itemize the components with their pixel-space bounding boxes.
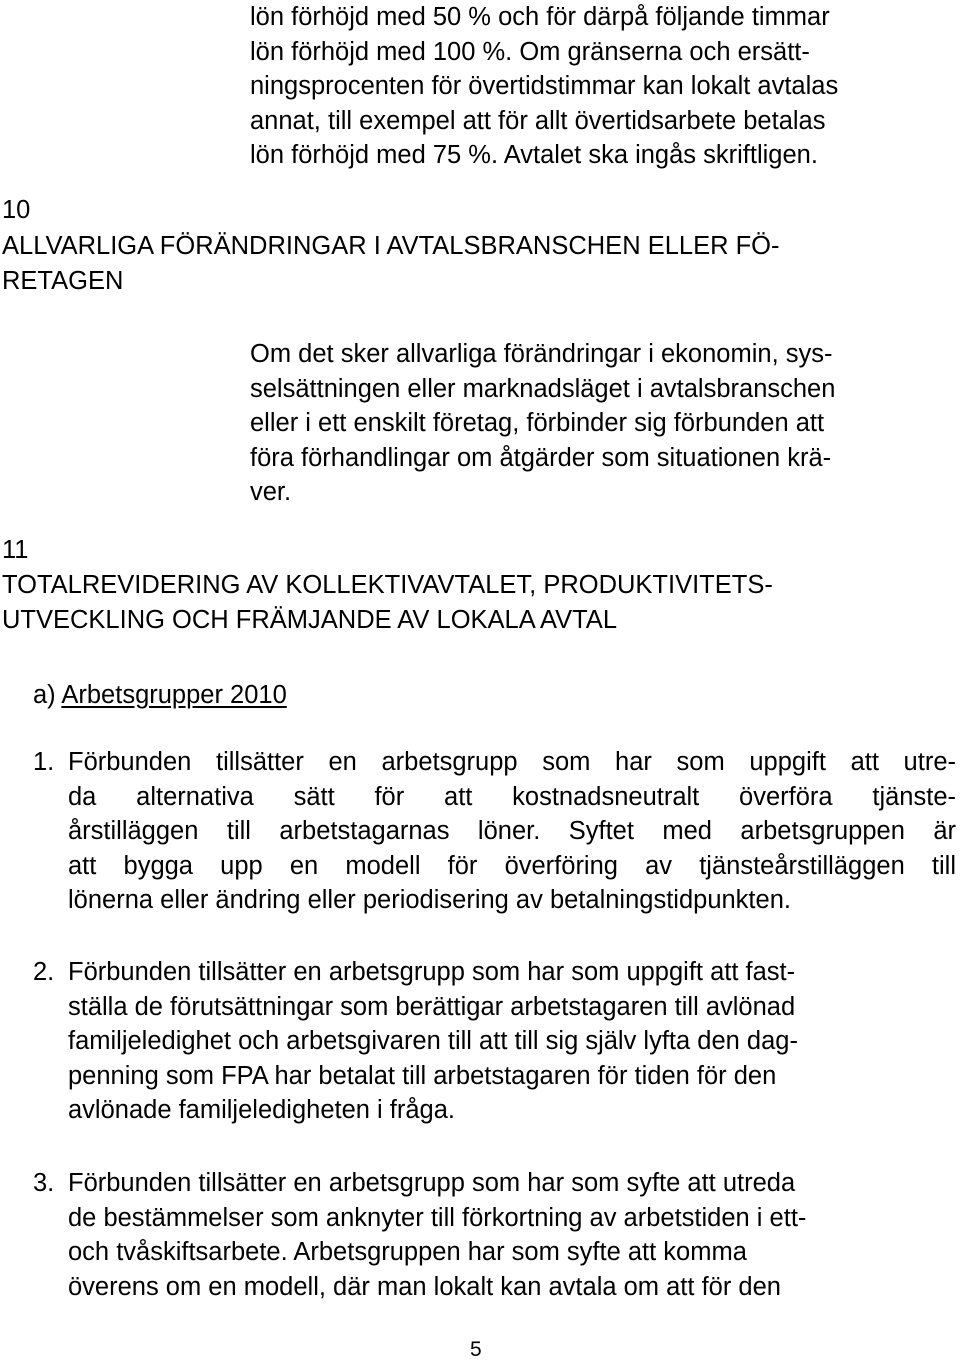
text-line: Förbunden tillsätter en arbetsgrupp som har som syfte att utreda	[68, 1169, 796, 1197]
heading-line: ALLVARLIGA FÖRÄNDRINGAR I AVTALSBRANSCHEN ELLER FÖ-	[2, 232, 780, 260]
subheading-prefix: a)	[33, 681, 56, 709]
text-line: Om det sker allvarliga förändringar i ekonomin, sys-	[250, 340, 833, 368]
text-line: ver.	[250, 478, 292, 506]
page-number: 5	[470, 1338, 482, 1361]
item-number: 1.	[33, 748, 55, 776]
section-11-number: 11	[2, 536, 29, 564]
item-number: 3.	[33, 1169, 55, 1197]
text-line: föra förhandlingar om åtgärder som situationen krä-	[250, 443, 832, 472]
text-line: eller i ett enskilt företag, förbinder sig förbunden att	[250, 409, 825, 437]
section-10-heading	[2, 229, 958, 298]
text-line: att bygga upp en modell för överföring av tjänsteårstilläggen till	[68, 851, 956, 880]
heading-line: UTVECKLING OCH FRÄMJANDE AV LOKALA AVTAL	[2, 605, 618, 634]
section-11-heading	[2, 568, 958, 637]
text-line: lön förhöjd med 100 %. Om gränserna och ersätt-	[250, 37, 810, 66]
text-line: Förbunden tillsätter en arbetsgrupp som har som uppgift att fast-	[68, 958, 796, 986]
item-1-text	[68, 745, 956, 918]
section-10-number: 10	[2, 196, 31, 224]
text-line: familjeledighet och arbetsgivaren till att till sig själv lyfta den dag-	[68, 1027, 798, 1055]
text-line: lönerna eller ändring eller periodisering av betalningstidpunkten.	[68, 886, 791, 914]
text-line: ningsprocenten för övertidstimmar kan lokalt avtalas	[250, 72, 839, 100]
text-line: avlönade familjeledigheten i fråga.	[68, 1096, 456, 1124]
text-line: penning som FPA har betalat till arbetstagaren för tiden för den	[68, 1061, 777, 1090]
item-number: 2.	[33, 958, 55, 986]
subheading-title: Arbetsgrupper 2010	[61, 681, 287, 709]
text-line: da alternativa sätt för att kostnadsneutralt överföra tjänste-	[68, 782, 956, 811]
item-3-text	[68, 1166, 956, 1304]
text-line: överens om en modell, där man lokalt kan avtala om att för den	[68, 1272, 781, 1301]
text-line: Förbunden tillsätter en arbetsgrupp som har som uppgift att utre-	[68, 748, 956, 776]
text-line: lön förhöjd med 50 % och för därpå följande timmar	[250, 3, 830, 31]
text-line: och tvåskiftsarbete. Arbetsgruppen har som syfte att komma	[68, 1238, 747, 1266]
text-line: selsättningen eller marknadsläget i avtalsbranschen	[250, 374, 836, 403]
text-line: årstilläggen till arbetstagarnas löner. Syftet med arbetsgruppen är	[68, 817, 956, 845]
top-paragraph	[250, 0, 956, 173]
item-2-text	[68, 955, 956, 1128]
heading-line: TOTALREVIDERING AV KOLLEKTIVAVTALET, PRODUKTIVITETS-	[2, 571, 773, 599]
text-line: lön förhöjd med 75 %. Avtalet ska ingås skriftligen.	[250, 141, 818, 169]
text-line: ställa de förutsättningar som berättigar arbetstagaren till avlönad	[68, 992, 796, 1021]
text-line: annat, till exempel att för allt övertidsarbete betalas	[250, 106, 826, 135]
text-line: de bestämmelser som anknyter till förkortning av arbetstiden i ett-	[68, 1203, 807, 1232]
subheading	[33, 678, 287, 713]
section-10-paragraph	[250, 337, 956, 510]
heading-line: RETAGEN	[2, 266, 124, 295]
